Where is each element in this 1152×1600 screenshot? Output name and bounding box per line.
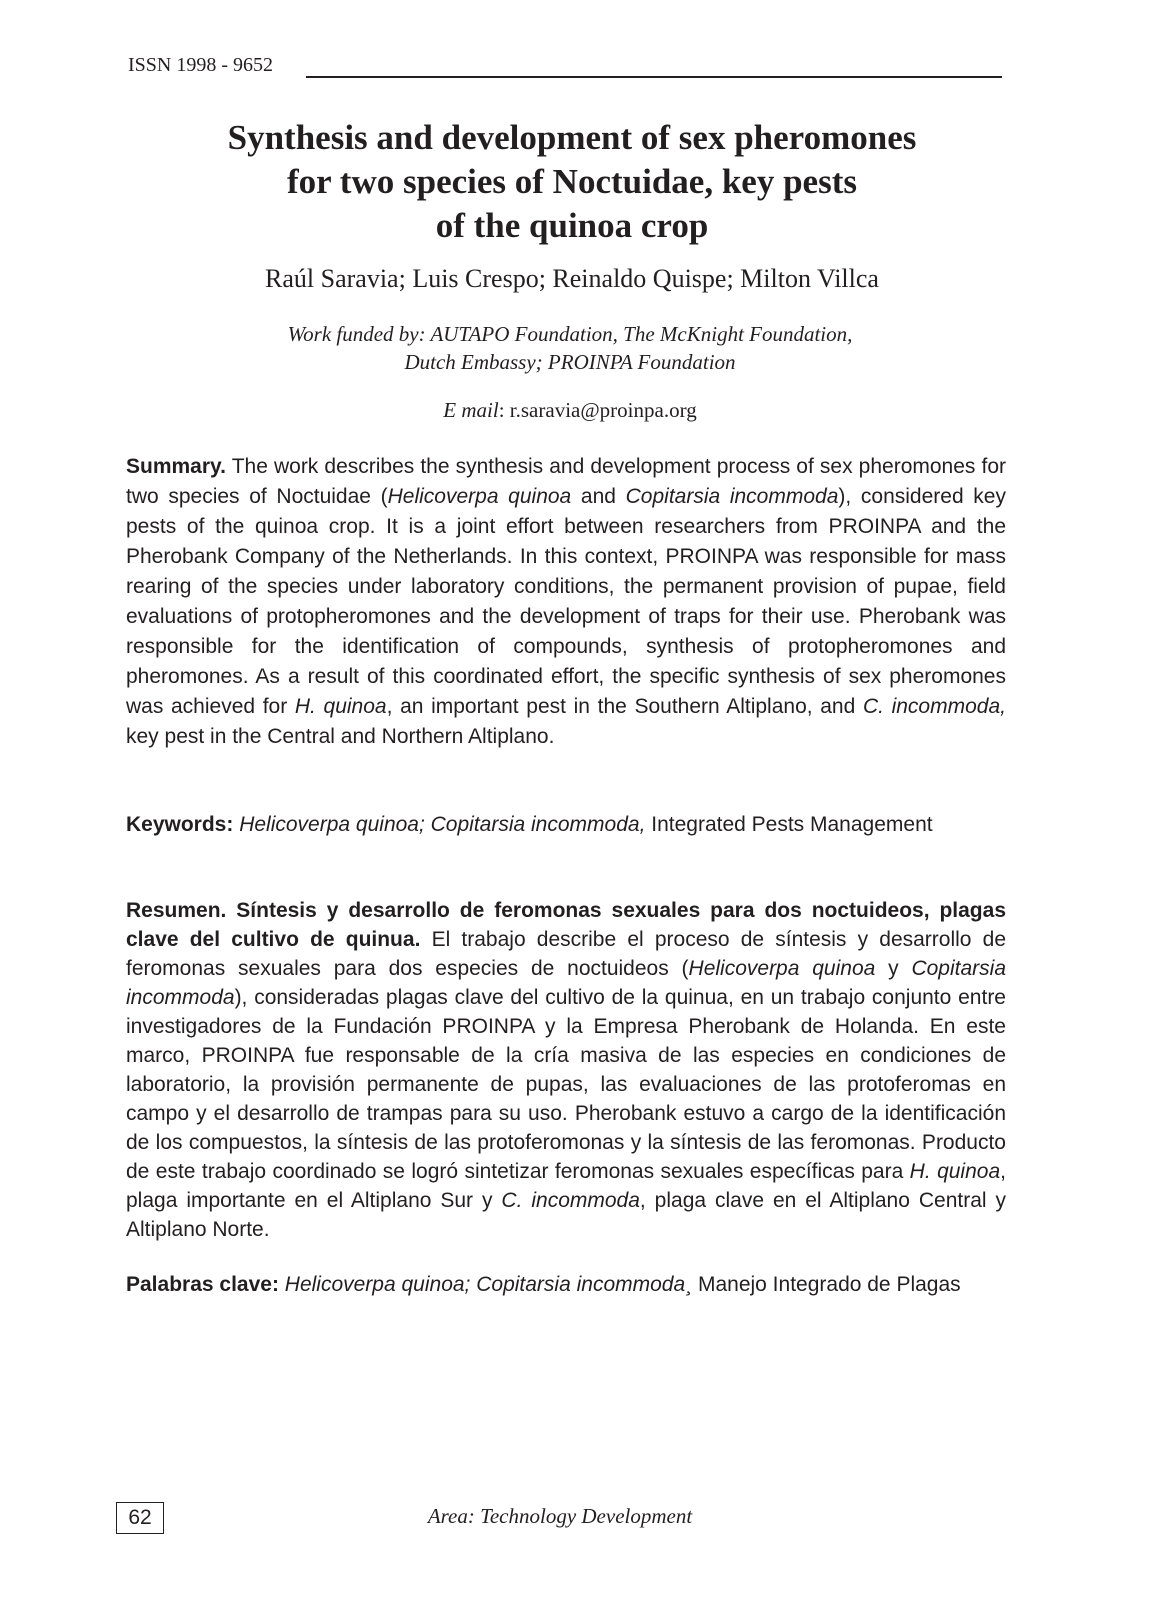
keywords-species: Helicoverpa quinoa; Copitarsia incommoda,: [233, 813, 646, 836]
species-name: C. incommoda,: [862, 695, 1006, 718]
title-line: of the quinoa crop: [435, 206, 709, 245]
footer-area: Area: Technology Development: [427, 1504, 693, 1528]
resumen-text: , plaga clave en el Altiplano Central y Altiplano Norte.: [126, 1189, 1006, 1241]
email-label: E mail: [443, 398, 499, 422]
summary-paragraph: [126, 452, 1006, 752]
species-name: Helicoverpa quinoa: [688, 957, 876, 980]
header-bar: [128, 54, 1002, 84]
keywords-line: [126, 810, 1006, 840]
email-address[interactable]: r.saravia@proinpa.org: [509, 398, 697, 422]
title-line: for two species of Noctuidae, key pests: [287, 162, 857, 201]
title-line: Synthesis and development of sex pheromones: [227, 118, 917, 157]
species-name: H. quinoa: [909, 1160, 1001, 1183]
page-number: 62: [116, 1502, 164, 1534]
resumen-text: , plaga importante en el Altiplano Sur y: [126, 1160, 1006, 1212]
resumen-text: El trabajo describe el proceso de síntesis y desarrollo de feromonas sexuales para dos especies de noctuideos (: [126, 928, 1007, 980]
author-list: Raúl Saravia; Luis Crespo; Reinaldo Quispe; Milton Villca: [265, 264, 879, 293]
species-name: C. incommoda: [501, 1189, 640, 1212]
funding-line: Work funded by: AUTAPO Foundation, The McKnight Foundation,: [287, 322, 853, 346]
summary-text: ), considered key pests of the quinoa crop. It is a joint effort between researchers from PROINPA and the Pherobank Company of the Netherlands. In this context, PROINPA was responsible for mass rearing of the species under laboratory conditions, the permanent provision of pupae, field evaluations of protopheromones and the development of traps for their use. Pherobank was responsible for the identification of compounds, synthesis of protopheromones and pheromones. As a result of this coordinated effort, the specific synthesis of sex pheromones was achieved for: [126, 485, 1006, 718]
keywords-text: Integrated Pests Management: [645, 813, 933, 836]
summary-text: , an important pest in the Southern Altiplano, and: [386, 695, 863, 718]
funding-note: [200, 320, 940, 376]
summary-text: and: [571, 485, 626, 508]
palabras-label: Palabras clave:: [126, 1273, 279, 1296]
palabras-species: Helicoverpa quinoa; Copitarsia incommoda¸: [278, 1273, 693, 1296]
resumen-label: Resumen. Síntesis y desarrollo de feromonas sexuales para dos noctuideos, plagas clave del cultivo de quinua.: [126, 899, 1006, 951]
funding-line: Dutch Embassy; PROINPA Foundation: [404, 350, 736, 374]
resumen-text: y: [875, 957, 912, 980]
species-name: Helicoverpa quinoa: [387, 485, 572, 508]
email-separator: :: [498, 398, 510, 422]
resumen-text: ), consideradas plagas clave del cultivo de la quinua, en un trabajo conjunto entre investigadores de la Fundación PROINPA y la Empresa Pherobank de Holanda. En este marco, PROINPA fue responsable de la cría masiva de las especies en condiciones de laboratorio, la provisión permanente de pupas, las evaluaciones de las protoferomas en campo y el desarrollo de trampas para su uso. Pherobank estuvo a cargo de la identificación de los compuestos, la síntesis de las protoferomonas y la síntesis de las feromonas. Producto de este trabajo coordinado se logró sintetizar feromonas sexuales específicas para: [126, 986, 1006, 1183]
summary-text: The work describes the synthesis and development process of sex pheromones for two species of Noctuidae (: [126, 455, 1006, 508]
header-rule: [306, 76, 1002, 78]
issn-text: ISSN 1998 - 9652: [128, 54, 274, 76]
email-line: [200, 398, 940, 423]
summary-text: key pest in the Central and Northern Altiplano.: [126, 725, 555, 748]
palabras-text: Manejo Integrado de Plagas: [692, 1273, 961, 1296]
species-name: Copitarsia incommoda: [126, 957, 1006, 1009]
summary-label: Summary.: [126, 455, 226, 478]
keywords-label: Keywords:: [126, 813, 234, 836]
species-name: Copitarsia incommoda: [625, 485, 839, 508]
resumen-paragraph: [126, 896, 1006, 1244]
article-title: [130, 116, 1014, 248]
palabras-clave-line: [126, 1270, 1006, 1300]
species-name: H. quinoa: [294, 695, 387, 718]
